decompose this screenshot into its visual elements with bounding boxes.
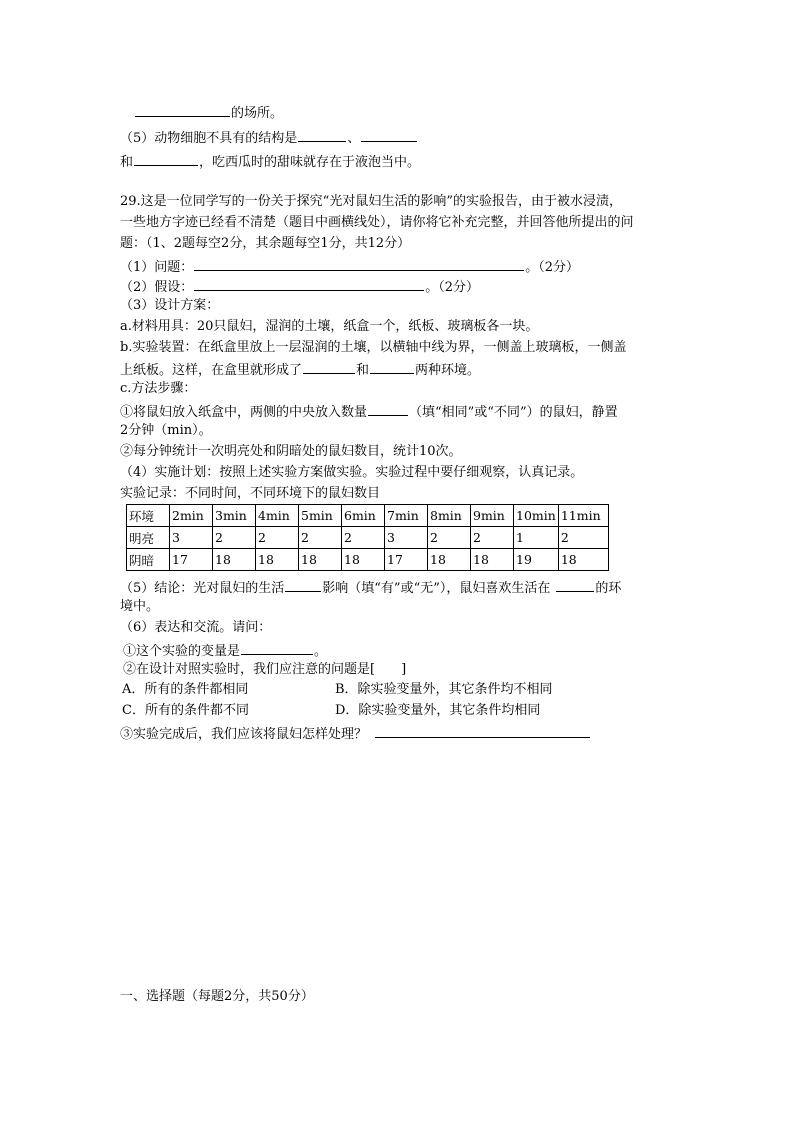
table-cell: 18 <box>428 549 471 571</box>
top-line-1 <box>134 102 283 123</box>
answer-blank[interactable] <box>135 102 230 117</box>
table-row <box>127 527 609 549</box>
table-cell: 2 <box>213 527 256 549</box>
table-cell: 18 <box>256 549 299 571</box>
answer-blank[interactable] <box>298 127 346 142</box>
text-fragment: （2）假设： <box>120 280 194 295</box>
table-cell: 2 <box>342 527 385 549</box>
table-cell: 18 <box>299 549 342 571</box>
answer-blank[interactable] <box>361 127 417 142</box>
text-fragment: 和 <box>120 155 134 170</box>
option-b: B．除实验变量外，其它条件均不相同 <box>335 682 553 697</box>
answer-blank[interactable] <box>134 151 198 166</box>
q29-intro-line-3: 题：（1、2题每空2分，其余题每空1分，共12分） <box>120 236 411 251</box>
text-fragment: （5）结论：光对鼠妇的生活 <box>120 581 285 596</box>
text-fragment: 的场所。 <box>231 106 284 121</box>
option-d: D．除实验变量外，其它条件均相同 <box>335 703 541 718</box>
answer-blank[interactable] <box>303 359 355 374</box>
table-cell: 2 <box>558 527 608 549</box>
table-cell: 3 <box>170 527 213 549</box>
q29-part-6-label: （6）表达和交流。请问： <box>120 620 272 635</box>
top-line-2 <box>120 127 418 148</box>
table-caption: 实验记录：不同时间，不同环境下的鼠妇数目 <box>120 486 381 501</box>
q29-method-label: c.方法步骤： <box>120 381 197 396</box>
data-table <box>126 504 609 571</box>
table-cell: 2 <box>428 527 471 549</box>
answer-blank[interactable] <box>370 359 414 374</box>
q29-step-2: ②每分钟统计一次明亮处和阴暗处的鼠妇数目，统计10次。 <box>120 444 462 459</box>
answer-blank[interactable] <box>241 640 313 655</box>
table-cell: 明亮 <box>127 527 170 549</box>
table-header-row <box>127 505 609 527</box>
q29-part-4: （4）实施计划：按照上述实验方案做实验。实验过程中要仔细观察，认真记录。 <box>120 465 584 480</box>
answer-blank[interactable] <box>194 276 424 291</box>
q29-step-1 <box>120 401 618 422</box>
q29-setup-line-2 <box>120 359 480 380</box>
table-cell: 18 <box>471 549 514 571</box>
section-heading: 一、选择题（每题2分，共50分） <box>120 989 314 1004</box>
table-cell: 2 <box>299 527 342 549</box>
q29-setup-line-1: b.实验装置：在纸盒里放上一层湿润的土壤，以横轴中线为界，一侧盖上玻璃板，一侧盖 <box>120 340 627 355</box>
table-header-cell: 3min <box>213 505 256 527</box>
q29-part-6-2: ②在设计对照实验时，我们应注意的问题是[ ] <box>123 662 407 677</box>
table-cell: 2 <box>471 527 514 549</box>
option-a: A．所有的条件都相同 <box>122 682 249 697</box>
option-c: C．所有的条件都不同 <box>122 703 249 718</box>
answer-blank[interactable] <box>375 723 590 738</box>
text-fragment: 两种环境。 <box>415 363 481 378</box>
table-cell: 17 <box>170 549 213 571</box>
text-fragment: 、 <box>347 131 361 146</box>
text-fragment: 。（2分） <box>425 280 480 295</box>
text-fragment: （填“相同”或“不同”）的鼠妇，静置 <box>409 405 618 420</box>
table-cell: 1 <box>514 527 559 549</box>
table-cell: 19 <box>514 549 559 571</box>
table-header-cell: 4min <box>256 505 299 527</box>
q29-part-6-3 <box>120 723 591 744</box>
top-line-3 <box>120 151 420 172</box>
q29-part-5 <box>120 577 621 598</box>
q29-step-1b: 2分钟（min）。 <box>120 423 212 438</box>
table-header-cell: 8min <box>428 505 471 527</box>
text-fragment: ③实验完成后，我们应该将鼠妇怎样处理？ <box>120 727 368 742</box>
table-cell: 3 <box>385 527 428 549</box>
text-fragment: （5）动物细胞不具有的结构是 <box>120 131 298 146</box>
answer-blank[interactable] <box>556 577 594 592</box>
q29-materials: a.材料用具：20只鼠妇，湿润的土壤，纸盒一个，纸板、玻璃板各一块。 <box>120 319 539 334</box>
table-header-cell: 10min <box>514 505 559 527</box>
q29-part-6-1 <box>123 640 327 661</box>
text-fragment: ①将鼠妇放入纸盒中，两侧的中央放入数量 <box>120 405 368 420</box>
q29-part-2 <box>120 276 479 297</box>
text-fragment: 的环 <box>595 581 622 596</box>
q29-part-1 <box>120 256 579 277</box>
table-header-cell: 6min <box>342 505 385 527</box>
text-fragment: 和 <box>356 363 370 378</box>
table-header-cell: 环境 <box>127 505 170 527</box>
text-fragment: 上纸板。这样，在盒里就形成了 <box>120 363 303 378</box>
text-fragment: 。 <box>314 644 328 659</box>
text-fragment: 影响（填“有”或“无”），鼠妇喜欢生活在 <box>322 581 551 596</box>
table-header-cell: 9min <box>471 505 514 527</box>
answer-blank[interactable] <box>368 401 408 416</box>
q29-part-3-label: （3）设计方案： <box>120 298 220 313</box>
table-cell: 18 <box>342 549 385 571</box>
q29-intro-line-1: 29.这是一位同学写的一份关于探究“光对鼠妇生活的影响”的实验报告，由于被水浸渍， <box>120 194 622 209</box>
table-cell: 2 <box>256 527 299 549</box>
table-header-cell: 2min <box>170 505 213 527</box>
text-fragment: ①这个实验的变量是 <box>123 644 241 659</box>
text-fragment: （1）问题： <box>120 260 194 275</box>
table-header-cell: 7min <box>385 505 428 527</box>
table-cell: 17 <box>385 549 428 571</box>
answer-blank[interactable] <box>194 256 524 271</box>
table-row <box>127 549 609 571</box>
text-fragment: ，吃西瓜时的甜味就存在于液泡当中。 <box>199 155 421 170</box>
table-cell: 18 <box>558 549 608 571</box>
table-cell: 18 <box>213 549 256 571</box>
text-fragment: 。（2分） <box>525 260 580 275</box>
q29-part-5b: 境中。 <box>120 599 160 614</box>
table-header-cell: 5min <box>299 505 342 527</box>
table-header-cell: 11min <box>558 505 608 527</box>
answer-blank[interactable] <box>285 577 321 592</box>
table-cell: 阴暗 <box>127 549 170 571</box>
q29-intro-line-2: 一些地方字迹已经看不清楚（题目中画横线处），请你将它补充完整，并回答他所提出的问 <box>120 215 634 230</box>
